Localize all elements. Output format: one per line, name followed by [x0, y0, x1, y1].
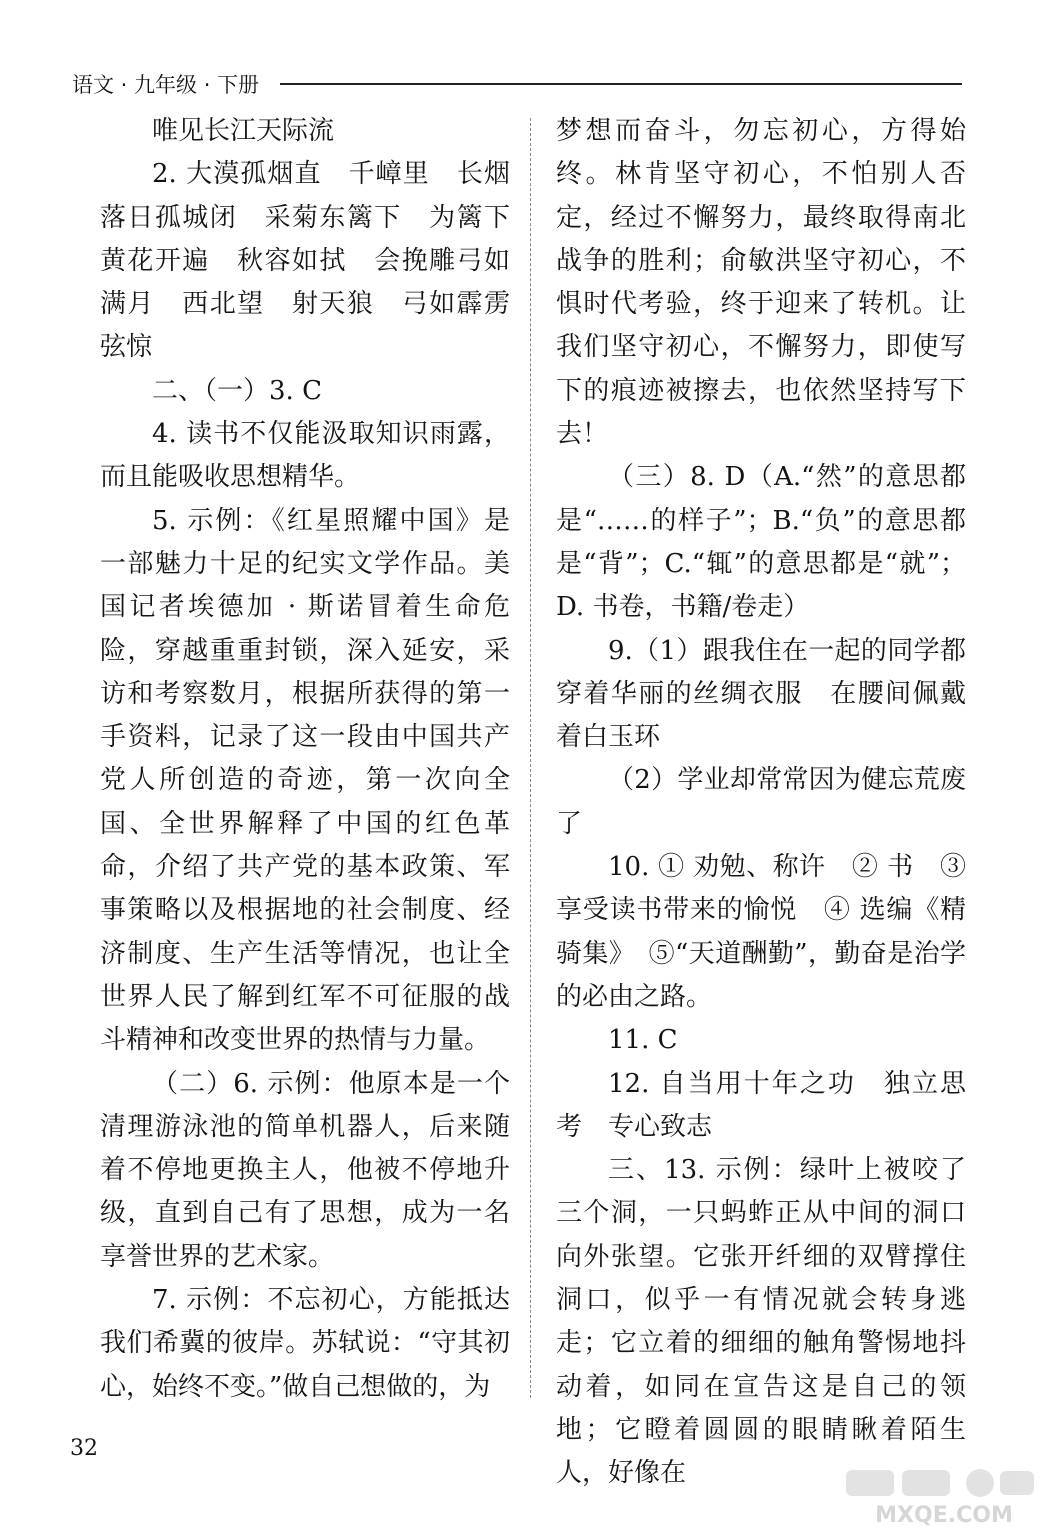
- left-paragraph: 2. 大漠孤烟直 千嶂里 长烟落日孤城闭 采菊东篱下 为篱下黄花开遍 秋容如拭 会挽雕弓如满月 西北望 射天狼 弓如霹雳弦惊: [100, 159, 510, 363]
- right-paragraph: 12. 自当用十年之功 独立思考 专心致志: [556, 1068, 966, 1142]
- header-rule: [280, 83, 962, 85]
- left-paragraph: 4. 读书不仅能汲取知识雨露，而且能吸收思想精华。: [100, 419, 510, 493]
- right-paragraph: （2）学业却常常因为健忘荒废了: [556, 765, 966, 839]
- left-paragraph: 5. 示例：《红星照耀中国》是一部魅力十足的纪实文学作品。美国记者埃德加 · 斯诺冒着生命危险，穿越重重封锁，深入延安，采访和考察数月，根据所获得的第一手资料，记录了这一段由中国共产党人所创造的奇迹，第一次向全国、全世界解释了中国的红色革命，介绍了共产党的基本政策、军事策略以及根据地的社会制度、经济制度、生产生活等情况，也让全世界人民了解到红军不可征服的战斗精神和改变世界的热情与力量。: [100, 505, 510, 1056]
- left-paragraph: （二）6. 示例：他原本是一个清理游泳池的简单机器人，后来随着不停地更换主人，他被不停地升级，直到自己有了思想，成为一名享誉世界的艺术家。: [100, 1068, 510, 1272]
- page-number: 32: [70, 1436, 98, 1461]
- left-paragraph: 二、（一）3. C: [152, 375, 322, 406]
- watermark-text: MXQE.COM: [875, 1503, 1013, 1528]
- left-paragraph: 7. 示例：不忘初心，方能抵达我们希冀的彼岸。苏轼说：“守其初心，始终不变。”做自己想做的，为: [100, 1285, 510, 1402]
- watermark-icon: [846, 1469, 1034, 1497]
- right-paragraph: 三、13. 示例：绿叶上被咬了三个洞，一只蚂蚱正从中间的洞口向外张望。它张开纤细的双臂撑住洞口，似乎一有情况就会转身逃走；它立着的细细的触角警惕地抖动着，如同在宣告这是自己的领地；它瞪着圆圆的眼睛瞅着陌生人，好像在: [556, 1155, 966, 1489]
- header-title: 语文 · 九年级 · 下册: [72, 73, 260, 97]
- right-paragraph: 9.（1）跟我住在一起的同学都穿着华丽的丝绸衣服 在腰间佩戴着白玉环: [556, 635, 966, 753]
- right-paragraph: 11. C: [608, 1025, 678, 1056]
- running-header: [72, 70, 962, 100]
- right-paragraph: （三）8. D（A.“然”的意思都是“……的样子”；B.“负”的意思都是“背”；C.“辄”的意思都是“就”；D. 书卷，书籍/卷走）: [556, 462, 966, 623]
- right-paragraph: 梦想而奋斗，勿忘初心，方得始终。林肯坚守初心，不怕别人否定，经过不懈努力，最终取得南北战争的胜利；俞敏洪坚守初心，不惧时代考验，终于迎来了转机。让我们坚守初心，不懈努力，即使写下的痕迹被擦去，也依然坚持写下去！: [556, 116, 966, 450]
- right-column: [556, 110, 966, 1496]
- watermark-logo: [840, 1468, 1040, 1530]
- left-paragraph: 唯见长江天际流: [152, 116, 335, 146]
- column-divider: [530, 118, 531, 1398]
- left-column: [100, 110, 510, 1409]
- right-paragraph: 10. ① 劝勉、称许 ② 书 ③享受读书带来的愉悦 ④ 选编《精骑集》 ⑤“天道酬勤”，勤奋是治学的必由之路。: [556, 852, 966, 1012]
